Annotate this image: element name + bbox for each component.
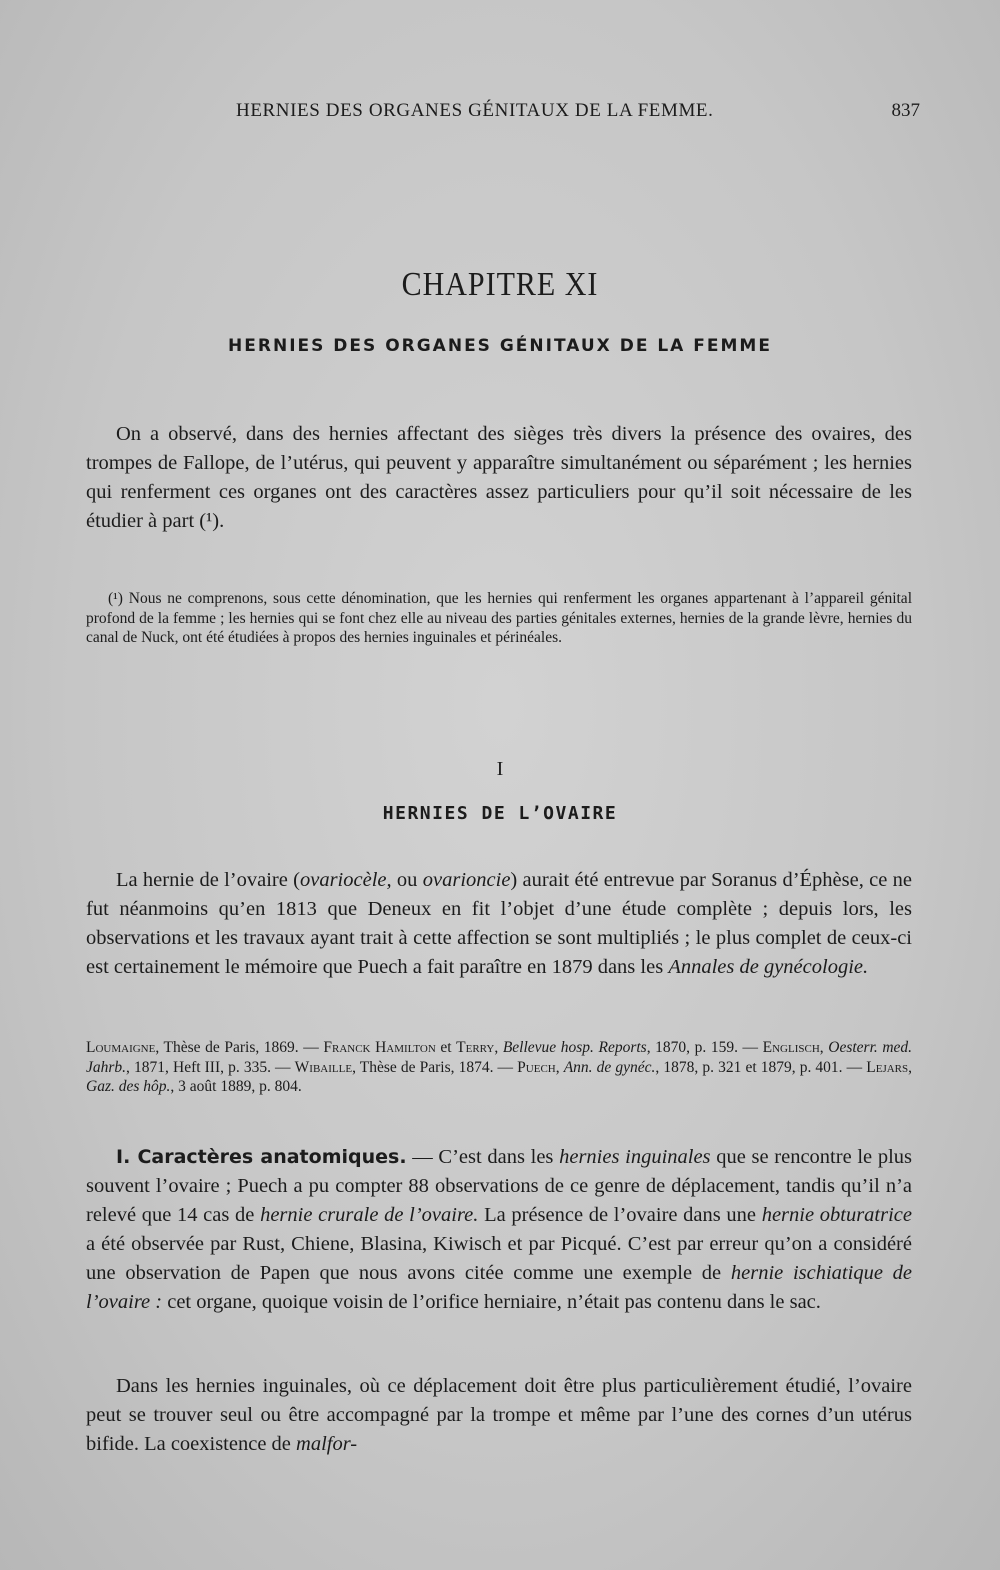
paragraph-inguinal-hernias: Dans les hernies inguinales, où ce déplacement doit être plus particulièrement étudié, l’ovaire peut se trouver seul ou être accompagné par la trompe et même par l’une des cornes d’un utérus bifide. La coexistence de malfor- [86, 1375, 912, 1455]
footnote-reference: (¹). [199, 510, 225, 532]
journal-title: Annales de gynécologie. [668, 956, 869, 978]
chapter-subtitle: HERNIES DES ORGANES GÉNITAUX DE LA FEMME [228, 336, 772, 356]
footnote-mark: (¹) [108, 590, 123, 607]
section-number: I [496, 758, 504, 780]
intro-paragraph: On a observé, dans des hernies affectant des sièges très divers la présence des ovaires, des trompes de Fallope, de l’utérus, qui peuvent y apparaître simultanément ou séparément ; les hernies qui renferment ces organes ont des caractères assez particuliers pour qu’il soit nécessaire de les étudier à part (¹). [86, 423, 912, 532]
paragraph-anatomical-features: I. Caractères anatomiques. — C’est dans les hernies inguinales que se rencontre le plus souvent l’ovaire ; Puech a pu compter 88 observations de ce genre de déplacement, tandis qu’il n’a relevé que 14 cas de hernie crurale de l’ovaire. La présence de l’ovaire dans une hernie obturatrice a été observée par Rust, Chiene, Blasina, Kiwisch et par Picqué. C’est par erreur qu’on a considéré une observation de Papen que nous avons citée comme une exemple de hernie ischiatique de l’ovaire : cet organe, quoique voisin de l’orifice herniaire, n’était pas contenu dans le sac. [86, 1146, 912, 1313]
footnote: (¹) Nous ne comprenons, sous cette dénomination, que les hernies qui renferment les organes appartenant à l’appareil génital profond de la femme ; les hernies qui se font chez elle au niveau des parties génitales externes, hernies de la grande lèvre, hernies du canal de Nuck, ont été étudiées à propos des hernies inguinales et périnéales. [86, 590, 912, 646]
chapter-title: CHAPITRE XI [401, 265, 599, 303]
subsection-heading: I. Caractères anatomiques. [116, 1146, 407, 1168]
section-title: HERNIES DE L’OVAIRE [382, 803, 618, 824]
running-head [86, 100, 920, 128]
bibliography-references: Loumaigne, Thèse de Paris, 1869. — Franck Hamilton et Terry, Bellevue hosp. Reports, 1870, p. 159. — Englisch, Oesterr. med. Jahrb., 1871, Heft III, p. 335. — Wibaille, Thèse de Paris, 1874. — Puech, Ann. de gynéc., 1878, p. 321 et 1879, p. 401. — Lejars, Gaz. des hôp., 3 août 1889, p. 804. [86, 1039, 913, 1095]
paragraph-ovarian-hernia: La hernie de l’ovaire (ovariocèle, ou ovarioncie) aurait été entrevue par Soranus d’Éphèse, ce ne fut néanmoins qu’en 1813 que Deneux en fit l’objet d’une étude complète ; depuis lors, les observations et les travaux ayant trait à cette affection se sont multipliés ; le plus complet de ceux-ci est certainement le mémoire que Puech a fait paraître en 1879 dans les Annales de gynécologie. [86, 869, 912, 978]
page-number: 837 [891, 100, 920, 121]
running-title: HERNIES DES ORGANES GÉNITAUX DE LA FEMME. [236, 100, 714, 121]
